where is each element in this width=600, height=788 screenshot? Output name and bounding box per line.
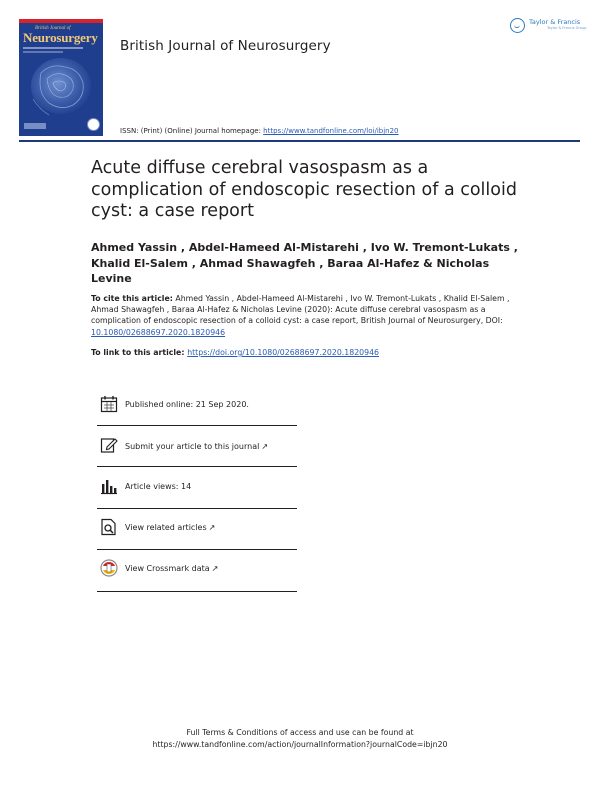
info-divider [97, 508, 297, 509]
doi-link[interactable]: 10.1080/02688697.2020.1820946 [91, 327, 226, 337]
publisher-logo-line2: Taylor & Francis Group [547, 26, 587, 30]
article-views-row [97, 477, 297, 499]
external-link-icon: ↗ [211, 564, 219, 573]
journal-homepage-link[interactable]: https://www.tandfonline.com/loi/ibjn20 [263, 127, 399, 135]
citation-block [91, 293, 516, 338]
published-online-text: Published online: 21 Sep 2020. [125, 400, 249, 409]
footer-terms [0, 727, 600, 751]
taylor-francis-logo-icon [510, 18, 525, 33]
issn-label: ISSN: (Print) (Online) Journal homepage: [120, 127, 264, 135]
footer-line-1: Full Terms & Conditions of access and use can be found at [186, 728, 414, 737]
article-link-line [91, 348, 379, 357]
cover-publisher-logo [24, 123, 46, 129]
cover-top-band [19, 19, 103, 23]
info-divider [97, 549, 297, 550]
submit-article-link[interactable] [125, 442, 268, 451]
related-articles-row[interactable] [97, 518, 297, 540]
journal-title: British Journal of Neurosurgery [120, 38, 331, 54]
article-doi-url-link[interactable]: https://doi.org/10.1080/02688697.2020.1820946 [187, 348, 379, 357]
article-views-text: Article views: 14 [125, 482, 192, 491]
cite-label: To cite this article: [91, 294, 173, 303]
submit-article-label: Submit your article to this journal [125, 442, 260, 451]
journal-cover-image [19, 19, 103, 136]
submit-article-row[interactable] [97, 436, 297, 458]
related-articles-icon [100, 518, 118, 536]
external-link-icon: ↗ [261, 442, 269, 451]
crossmark-row[interactable] [97, 559, 297, 581]
header-divider [19, 140, 580, 142]
info-divider [97, 425, 297, 426]
article-title: Acute diffuse cerebral vasospasm as a complication of endoscopic resection of a colloid cyst: a case report [91, 158, 517, 221]
cover-badge [87, 118, 100, 131]
related-articles-link[interactable] [125, 523, 215, 532]
cover-subline [23, 47, 83, 49]
calendar-icon [100, 395, 118, 413]
external-link-icon: ↗ [208, 523, 216, 532]
issn-homepage-line [120, 127, 399, 135]
publisher-logo-line1: Taylor & Francis [529, 18, 581, 26]
related-articles-label: View related articles [125, 523, 207, 532]
info-divider [97, 466, 297, 467]
crossmark-label: View Crossmark data [125, 564, 210, 573]
article-authors: Ahmed Yassin , Abdel-Hameed Al-Mistarehi , Ivo W. Tremont-Lukats , Khalid El-Salem , Ahmad Shawagfeh , Baraa Al-Hafez & Nicholas Levine [91, 241, 518, 285]
published-online-row [97, 395, 297, 417]
crossmark-link[interactable] [125, 564, 218, 573]
link-label: To link to this article: [91, 348, 188, 357]
bar-chart-icon [100, 477, 118, 495]
footer-terms-link[interactable]: https://www.tandfonline.com/action/journalInformation?journalCode=ibjn20 [152, 740, 448, 749]
cover-journal-big: Neurosurgery [23, 30, 98, 45]
crossmark-icon [100, 559, 118, 577]
edit-icon [100, 436, 118, 454]
taylor-francis-logo [510, 17, 590, 37]
info-divider [97, 591, 297, 592]
cite-text: Ahmed Yassin , Abdel-Hameed Al-Mistarehi , Ivo W. Tremont-Lukats , Khalid El-Salem , Ahmad Shawagfeh , Baraa Al-Hafez & Nicholas Levine (2020): Acute diffuse cerebral vasospasm as a complication of endoscopic resection of a colloid cyst: a case report, British Journal of Neurosurgery, DOI: [91, 294, 510, 326]
cover-journal-small: British Journal of [35, 26, 71, 31]
brain-scan-illustration [19, 53, 103, 123]
